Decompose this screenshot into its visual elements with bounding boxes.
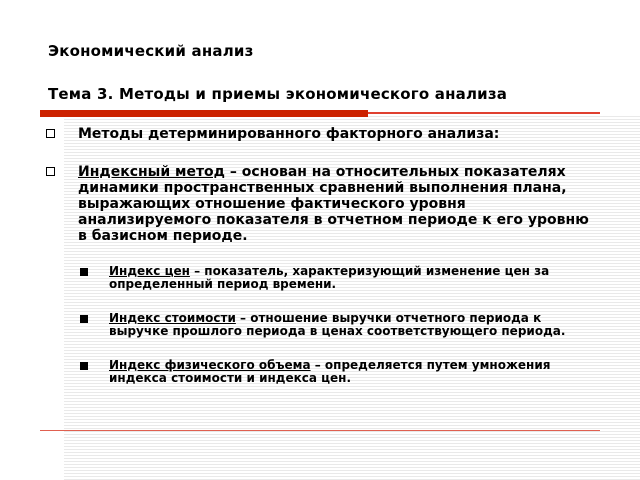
filled-square-bullet-icon bbox=[80, 362, 88, 370]
sub-bullet-text: – отношение выручки отчетного периода к выручке прошлого периода в ценах соответствующего периода. bbox=[109, 311, 566, 338]
sub-bullet-item-volume-index bbox=[40, 359, 596, 385]
sub-bullet-item-price-index bbox=[40, 265, 596, 291]
bullet-text: – основан на относительных показателях динамики пространственных сравнений выполнения плана, выражающих отношение фактического уровня анализируемого показателя в отчетном периоде к его уровню в базисном периоде. bbox=[78, 164, 589, 244]
bullet-item-methods bbox=[40, 126, 596, 142]
bullet-term: Индексный метод bbox=[78, 164, 225, 180]
sub-bullet-text: – определяется путем умножения индекса стоимости и индекса цен. bbox=[109, 358, 551, 385]
sub-bullet-item-value-index bbox=[40, 312, 596, 338]
hollow-square-bullet-icon bbox=[46, 167, 55, 176]
sub-bullet-term: Индекс физического объема bbox=[109, 358, 311, 372]
filled-square-bullet-icon bbox=[80, 268, 88, 276]
title-underline-line bbox=[368, 112, 600, 114]
sub-bullet-text: – показатель, характеризующий изменение цен за определенный период времени. bbox=[109, 264, 550, 291]
slide-topic-title: Тема 3. Методы и приемы экономического анализа bbox=[48, 85, 508, 103]
slide-content bbox=[40, 122, 596, 385]
bullet-text: Методы детерминированного факторного анализа: bbox=[78, 126, 500, 142]
sub-bullet-term: Индекс цен bbox=[109, 264, 190, 278]
bullet-item-index-method bbox=[40, 164, 596, 244]
filled-square-bullet-icon bbox=[80, 315, 88, 323]
sub-bullet-term: Индекс стоимости bbox=[109, 311, 236, 325]
footer-line bbox=[40, 430, 600, 431]
hollow-square-bullet-icon bbox=[46, 129, 55, 138]
slide-subject-title: Экономический анализ bbox=[48, 42, 254, 60]
title-underline-bar bbox=[40, 110, 368, 117]
